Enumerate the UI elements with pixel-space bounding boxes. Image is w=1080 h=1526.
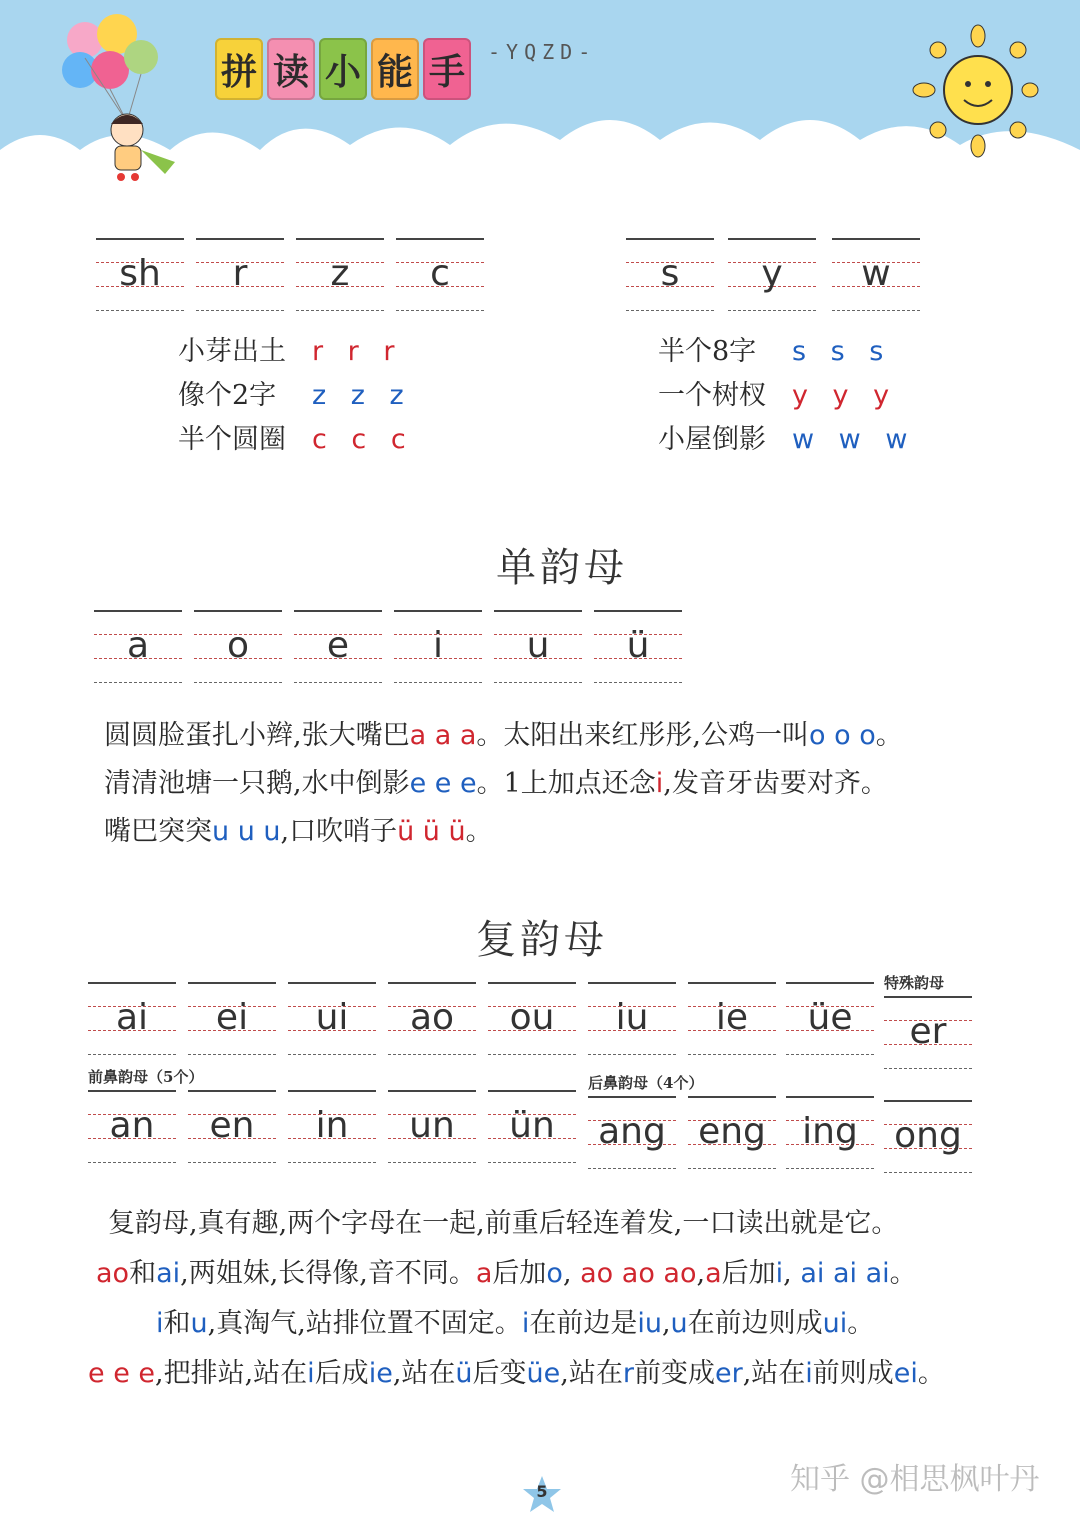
writing-box [94,610,182,686]
pinyin-letter: sh [119,253,161,294]
writing-box [832,238,920,314]
rhyme-phrase: 半个8字 [658,336,757,367]
pinyin-letter: y [761,253,783,294]
text-span: ,真淘气,站排位置不固定。 [207,1308,522,1339]
page-title [215,38,471,100]
pinyin-span: i [805,1358,813,1389]
rhyme-list-right [658,330,915,462]
balloons-girl-illustration [55,12,195,187]
pinyin-letter: ui [315,997,349,1038]
text-span: ,口吹哨子 [280,816,398,847]
writing-box [884,1100,972,1176]
title-char: 读 [267,38,315,100]
pinyin-span: ü ü ü [397,816,466,847]
pinyin-span: o o o [809,720,876,751]
compound-text-line-4 [88,1350,945,1398]
text-span: 。 [889,1258,917,1289]
text-line [104,808,903,856]
writing-box [96,238,184,314]
writing-box [188,1090,276,1166]
rhyme-line [658,418,915,462]
pinyin-span: a [475,1258,493,1289]
single-finals-text [104,712,903,856]
pinyin-span: i [655,768,664,799]
compound-text-line-3 [156,1300,874,1348]
rhyme-letters: r r r [312,336,403,367]
pinyin-span: a [705,1258,722,1289]
pinyin-letter: w [861,253,891,294]
text-span: 。太阳出来红彤彤,公鸡一叫 [476,720,809,751]
writing-box [588,1074,704,1172]
rhyme-phrase: 小芽出土 [178,336,286,367]
writing-box [626,238,714,314]
text-span: ,两姐妹,长得像,音不同。 [180,1258,476,1289]
pinyin-span: ao [96,1258,130,1289]
text-span: 和 [163,1308,191,1339]
sun-icon [910,18,1040,158]
watermark: 知乎 @相思枫叶丹 [790,1462,1040,1497]
pinyin-letter: ei [215,997,249,1038]
pinyin-span: ei [893,1358,918,1389]
text-span: 。 [465,816,493,847]
text-span: 后加 [492,1258,547,1289]
rhyme-letters: z z z [312,380,412,411]
rhyme-letters: w w w [792,424,916,455]
text-span: 前变成 [633,1358,715,1389]
pinyin-letter: ang [598,1111,666,1152]
rhyme-phrase: 像个2字 [178,380,277,411]
pinyin-letter: eng [698,1111,766,1152]
text-span: 前则成 [812,1358,894,1389]
writing-box [488,982,576,1058]
pinyin-span: o [546,1258,563,1289]
writing-box [288,1090,376,1166]
title-char: 小 [319,38,367,100]
rhyme-letters: y y y [792,380,898,411]
text-span: 。 [917,1358,945,1389]
compound-text-line-2 [96,1250,917,1298]
title-char: 拼 [215,38,263,100]
title-char: 能 [371,38,419,100]
pinyin-span: e e e [88,1358,155,1389]
pinyin-span: i [156,1308,164,1339]
text-span: , [661,1308,671,1339]
text-span: , [696,1258,706,1289]
title-char: 手 [423,38,471,100]
header-code: -YQZD- [488,40,597,64]
writing-box [388,982,476,1058]
pinyin-letter: iu [615,997,649,1038]
rhyme-line [658,330,915,374]
text-span: 在前边则成 [687,1308,823,1339]
text-span: 后变 [472,1358,527,1389]
writing-box [786,1096,874,1172]
pinyin-letter: i [432,625,443,666]
writing-box [394,610,482,686]
writing-box [294,610,382,686]
text-span: , [783,1258,801,1289]
rhyme-list-left [178,330,414,462]
writing-box [396,238,484,314]
text-span: ,发音牙齿要对齐。 [663,768,888,799]
writing-box [728,238,816,314]
special-finals-label: 特殊韵母 [884,974,945,992]
text-span: 。 [875,720,903,751]
pinyin-letter: ao [409,997,455,1038]
section-heading-compound-finals: 复韵母 [476,917,608,963]
writing-box [588,982,676,1058]
writing-box [88,982,176,1058]
pinyin-letter: an [109,1105,155,1146]
rhyme-letters: s s s [792,336,892,367]
rhyme-line [178,418,414,462]
text-span: ,把排站,站在 [155,1358,308,1389]
pinyin-letter: ün [509,1105,555,1146]
pinyin-letter: o [226,625,250,666]
pinyin-span: i [307,1358,315,1389]
pinyin-span: er [714,1358,743,1389]
pinyin-letter: ai [115,997,149,1038]
writing-box [388,1090,476,1166]
pinyin-letter: un [409,1105,455,1146]
writing-box [296,238,384,314]
rhyme-letters: c c c [312,424,414,455]
rhyme-phrase: 一个树杈 [658,380,766,411]
pinyin-span: u u u [212,816,281,847]
writing-box [196,238,284,314]
text-span: 嘴巴突突 [104,816,212,847]
pinyin-letter: u [526,625,550,666]
pinyin-letter: ong [894,1115,962,1156]
text-span: ,站在 [560,1358,623,1389]
pinyin-span: u [670,1308,688,1339]
pinyin-letter: z [330,253,350,294]
pinyin-letter: in [315,1105,349,1146]
rhyme-phrase: 半个圆圈 [178,424,286,455]
pinyin-span: r [622,1358,634,1389]
pinyin-letter: a [126,625,150,666]
text-span: 圆圆脸蛋扎小辫,张大嘴巴 [104,720,410,751]
text-span: 后加 [721,1258,776,1289]
text-span: 清清池塘一只鹅,水中倒影 [104,768,410,799]
writing-box [688,982,776,1058]
writing-box [786,982,874,1058]
section-heading-single-finals: 单韵母 [496,545,628,591]
text-line [104,760,903,808]
compound-text-line-1: 复韵母,真有趣,两个字母在一起,前重后轻连着发,一口读出就是它。 [108,1208,899,1239]
rhyme-line [658,374,915,418]
text-span: ,站在 [742,1358,806,1389]
rhyme-phrase: 小屋倒影 [658,424,766,455]
pinyin-letter: r [232,253,248,294]
text-span: 。1上加点还念 [476,768,656,799]
writing-box [884,974,972,1072]
pinyin-span: i [775,1258,784,1289]
writing-box [188,982,276,1058]
pinyin-letter: ie [715,997,749,1038]
text-span: 。 [847,1308,875,1339]
text-span: 和 [129,1258,157,1289]
pinyin-span: ü [455,1358,473,1389]
pinyin-span: ai ai ai [800,1258,890,1289]
pinyin-letter: en [209,1105,255,1146]
text-span: 后成 [314,1358,369,1389]
page-number: 5 [536,1482,548,1501]
back-nasal-label: 后鼻韵母（4个） [588,1074,704,1092]
pinyin-span: üe [526,1358,561,1389]
pinyin-letter: e [326,625,350,666]
pinyin-span: iu [637,1308,662,1339]
pinyin-span: ie [368,1358,393,1389]
pinyin-letter: ing [802,1111,858,1152]
pinyin-span: ai [156,1258,181,1289]
pinyin-span: ui [822,1308,848,1339]
pinyin-span: ao ao ao [580,1258,697,1289]
pinyin-span: i [521,1308,530,1339]
writing-box [494,610,582,686]
pinyin-span: u [190,1308,208,1339]
rhyme-line [178,374,414,418]
pinyin-letter: ou [509,997,555,1038]
pinyin-letter: ü [626,625,650,666]
rhyme-line [178,330,414,374]
pinyin-letter: üe [807,997,853,1038]
writing-box [688,1096,776,1172]
writing-box [594,610,682,686]
writing-box [194,610,282,686]
writing-box [488,1090,576,1166]
front-nasal-label: 前鼻韵母（5个） [88,1068,204,1086]
writing-box [288,982,376,1058]
text-line [104,712,903,760]
text-span: ,站在 [392,1358,456,1389]
pinyin-span: e e e [409,768,477,799]
text-span: 在前边是 [529,1308,638,1339]
pinyin-letter: s [660,253,680,294]
pinyin-letter: c [430,253,450,294]
text-span: , [562,1258,581,1289]
writing-box [88,1068,204,1166]
pinyin-letter: er [909,1011,947,1052]
pinyin-span: a a a [409,720,477,751]
